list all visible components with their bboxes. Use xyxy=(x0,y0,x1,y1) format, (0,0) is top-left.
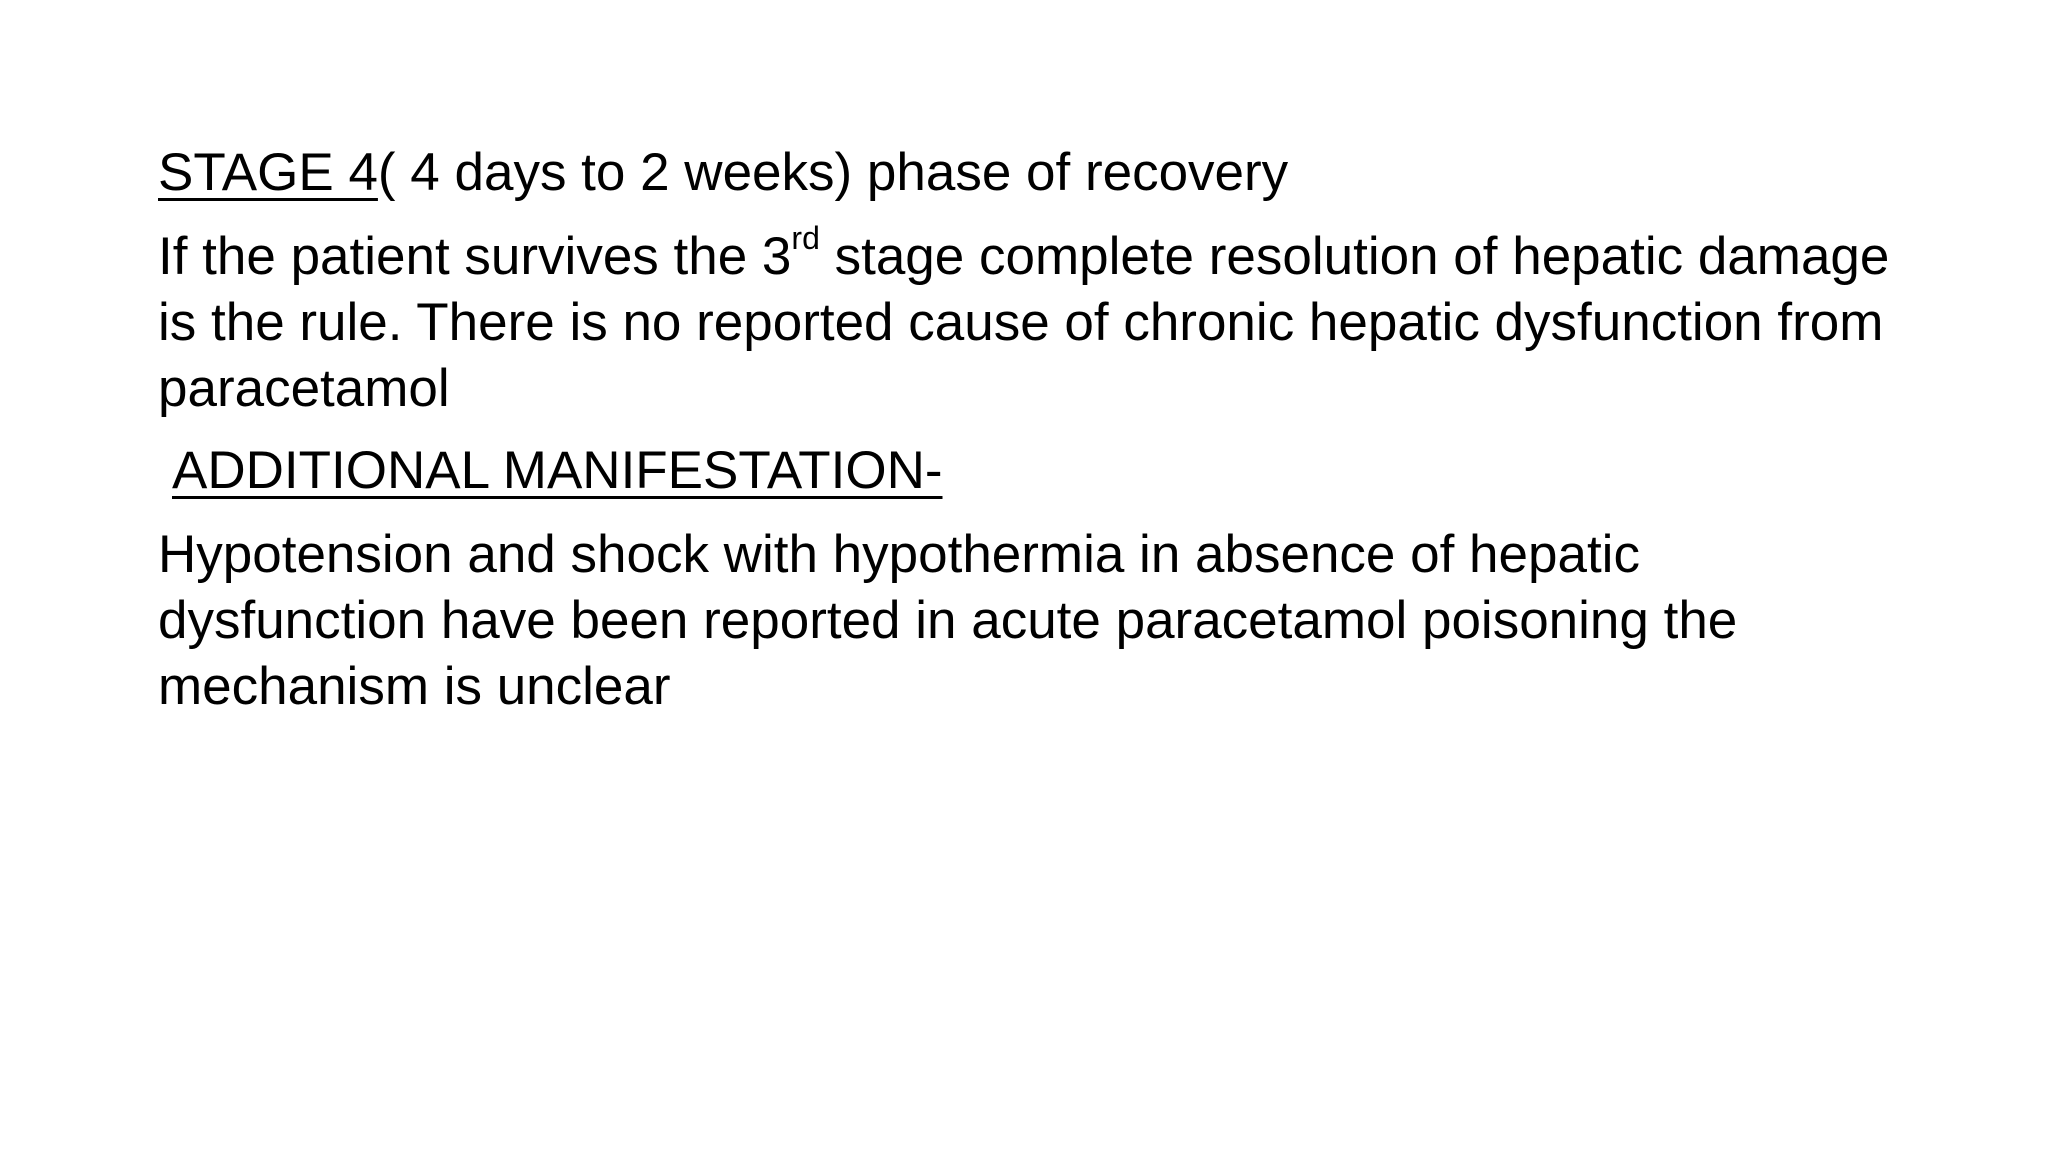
additional-manifestation-heading xyxy=(158,438,1918,504)
ordinal-superscript: rd xyxy=(791,220,820,257)
additional-manifestation-label: ADDITIONAL MANIFESTATION- xyxy=(172,441,943,500)
stage-4-heading xyxy=(158,140,1918,206)
stage-4-description-start: If the patient survives the 3 xyxy=(158,227,792,286)
stage-4-description xyxy=(158,220,1918,422)
slide-content xyxy=(158,140,1918,736)
stage-4-description-end: stage complete resolution of hepatic damage is the rule. There is no reported cause of chronic hepatic dysfunction from paracetamol xyxy=(158,227,1890,418)
stage-4-label: STAGE 4 xyxy=(158,143,378,202)
stage-4-duration: ( 4 days to 2 weeks) phase of recovery xyxy=(377,143,1289,202)
additional-manifestation-description: Hypotension and shock with hypothermia in absence of hepatic dysfunction have been reported in acute paracetamol poisoning the mechanism is unclear xyxy=(158,525,1738,716)
